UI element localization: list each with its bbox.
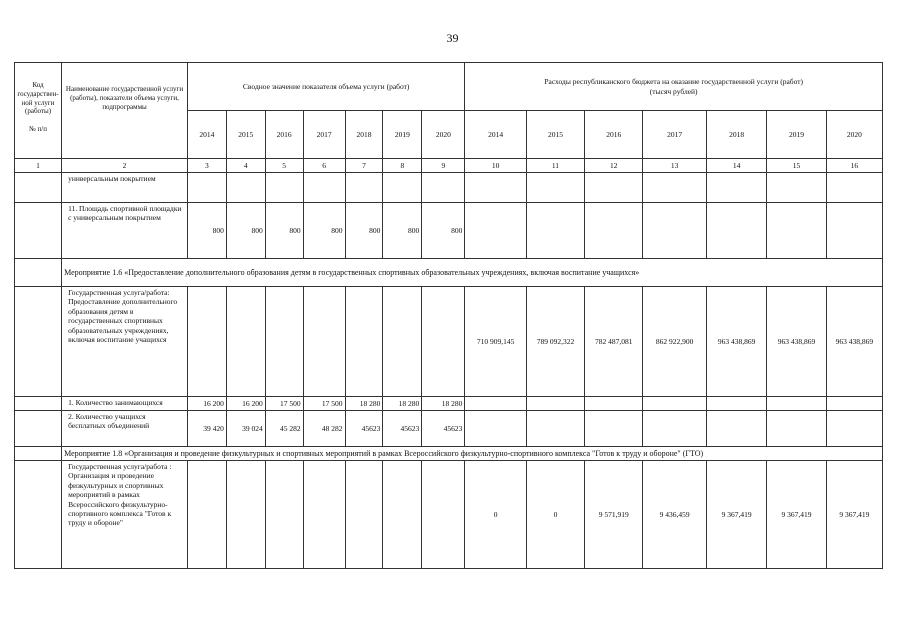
volume-value: 39 024	[226, 411, 265, 447]
code-cell	[15, 411, 62, 447]
table-row	[15, 411, 883, 447]
header-expenses: Расходы республиканского бюджета на оказание государственной услуги (работ) (тысяч рублей)	[465, 63, 883, 111]
column-number: 9	[422, 159, 465, 173]
expense-value	[643, 397, 706, 411]
expense-value: 0	[526, 461, 584, 569]
expense-value	[465, 173, 526, 203]
code-cell	[15, 447, 62, 461]
header-volume: Сводное значение показателя объема услуги (работ)	[187, 63, 464, 111]
year-expenses-2014: 2014	[465, 111, 526, 159]
volume-value	[303, 461, 345, 569]
year-volume-2018: 2018	[345, 111, 383, 159]
expense-value	[767, 411, 826, 447]
volume-value	[383, 461, 422, 569]
table-row	[15, 259, 883, 287]
volume-value: 45623	[383, 411, 422, 447]
expense-value	[585, 397, 643, 411]
row-name: Государственная услуга/работа : Организация и проведение физкультурных и спортивных мероприятий в рамках Всероссийского физкультурно-спортивного комплекса "Готов к труду и обороне"	[62, 461, 188, 569]
code-cell	[15, 203, 62, 259]
volume-value	[226, 461, 265, 569]
code-cell	[15, 173, 62, 203]
volume-value	[187, 287, 226, 397]
expense-value: 963 438,869	[826, 287, 882, 397]
volume-value: 45 282	[265, 411, 303, 447]
volume-value	[345, 287, 383, 397]
budget-table	[14, 62, 883, 569]
code-cell	[15, 259, 62, 287]
year-expenses-2016: 2016	[585, 111, 643, 159]
year-expenses-2017: 2017	[643, 111, 706, 159]
expense-value	[706, 411, 766, 447]
table-row	[15, 287, 883, 397]
volume-value	[303, 173, 345, 203]
column-number: 4	[226, 159, 265, 173]
year-expenses-2020: 2020	[826, 111, 882, 159]
year-expenses-2018: 2018	[706, 111, 766, 159]
expense-value	[526, 203, 584, 259]
volume-value: 45623	[422, 411, 465, 447]
page-number: 39	[446, 31, 459, 45]
column-number: 7	[345, 159, 383, 173]
column-number: 8	[383, 159, 422, 173]
volume-value: 800	[226, 203, 265, 259]
expense-value: 9 571,919	[585, 461, 643, 569]
volume-value: 18 280	[383, 397, 422, 411]
volume-value: 39 420	[187, 411, 226, 447]
table-row	[15, 203, 883, 259]
expense-value: 963 438,869	[706, 287, 766, 397]
expense-value	[465, 203, 526, 259]
volume-value	[422, 287, 465, 397]
volume-value	[265, 461, 303, 569]
year-volume-2020: 2020	[422, 111, 465, 159]
expense-value	[767, 173, 826, 203]
table-row	[15, 447, 883, 461]
volume-value	[303, 287, 345, 397]
header-name: Наименование государственной услуги (работы), показатели объема услуги, подпрограммы	[62, 63, 188, 159]
volume-value	[422, 173, 465, 203]
volume-value: 16 200	[187, 397, 226, 411]
year-volume-2014: 2014	[187, 111, 226, 159]
column-number: 3	[187, 159, 226, 173]
volume-value: 18 280	[422, 397, 465, 411]
code-cell	[15, 287, 62, 397]
expense-value	[767, 203, 826, 259]
expense-value	[465, 411, 526, 447]
expense-value	[465, 397, 526, 411]
code-cell	[15, 461, 62, 569]
row-name: 2. Количество учащихся бесплатных объединений	[62, 411, 188, 447]
expense-value	[526, 411, 584, 447]
expense-value	[826, 397, 882, 411]
section-title: Мероприятие 1.6 «Предоставление дополнительного образования детям в государственных спортивных образовательных учреждениях, включая воспитание учащихся»	[62, 259, 883, 287]
year-expenses-2015: 2015	[526, 111, 584, 159]
column-number: 15	[767, 159, 826, 173]
header-code: Код государствен-ной услуги (работы) № п/п	[15, 63, 62, 159]
expense-value: 710 909,145	[465, 287, 526, 397]
expense-value	[826, 173, 882, 203]
volume-value	[187, 173, 226, 203]
expense-value: 9 367,419	[767, 461, 826, 569]
expense-value	[706, 203, 766, 259]
expense-value: 9 436,459	[643, 461, 706, 569]
volume-value	[383, 173, 422, 203]
row-name: 1. Количество занимающихся	[62, 397, 188, 411]
year-volume-2016: 2016	[265, 111, 303, 159]
column-number: 10	[465, 159, 526, 173]
expense-value	[706, 397, 766, 411]
expense-value	[585, 411, 643, 447]
table-row	[15, 173, 883, 203]
volume-value	[265, 287, 303, 397]
volume-value	[265, 173, 303, 203]
expense-value	[826, 203, 882, 259]
volume-value: 45623	[345, 411, 383, 447]
expense-value	[585, 173, 643, 203]
row-name: Государственная услуга/работа: Предоставление дополнительного образования детям в государственных спортивных образовательных учреждениях, включая воспитание учащихся	[62, 287, 188, 397]
column-number: 6	[303, 159, 345, 173]
column-number: 16	[826, 159, 882, 173]
volume-value	[187, 461, 226, 569]
volume-value: 800	[265, 203, 303, 259]
year-volume-2017: 2017	[303, 111, 345, 159]
expense-value: 862 922,900	[643, 287, 706, 397]
expense-value: 789 092,322	[526, 287, 584, 397]
expense-value: 9 367,419	[826, 461, 882, 569]
expense-value	[643, 411, 706, 447]
volume-value: 800	[187, 203, 226, 259]
row-name: 11. Площадь спортивной площадки с универсальным покрытием	[62, 203, 188, 259]
volume-value	[383, 287, 422, 397]
table-row	[15, 461, 883, 569]
volume-value	[345, 173, 383, 203]
column-number: 13	[643, 159, 706, 173]
year-volume-2015: 2015	[226, 111, 265, 159]
column-number: 12	[585, 159, 643, 173]
expense-value	[526, 397, 584, 411]
volume-value: 16 200	[226, 397, 265, 411]
column-number: 2	[62, 159, 188, 173]
expense-value: 782 487,081	[585, 287, 643, 397]
expense-value	[706, 173, 766, 203]
volume-value: 800	[422, 203, 465, 259]
expense-value: 9 367,419	[706, 461, 766, 569]
expense-value	[643, 203, 706, 259]
volume-value: 800	[345, 203, 383, 259]
expense-value: 0	[465, 461, 526, 569]
expense-value	[526, 173, 584, 203]
column-number: 5	[265, 159, 303, 173]
volume-value: 800	[383, 203, 422, 259]
column-number: 1	[15, 159, 62, 173]
code-cell	[15, 397, 62, 411]
table-row	[15, 397, 883, 411]
expense-value	[643, 173, 706, 203]
year-expenses-2019: 2019	[767, 111, 826, 159]
volume-value: 17 500	[265, 397, 303, 411]
column-number: 11	[526, 159, 584, 173]
volume-value: 800	[303, 203, 345, 259]
expense-value	[767, 397, 826, 411]
section-title: Мероприятие 1.8 «Организация и проведение физкультурных и спортивных мероприятий в рамках Всероссийского физкультурно-спортивного комплекса "Готов к труду и обороне" (ГТО)	[62, 447, 883, 461]
volume-value: 48 282	[303, 411, 345, 447]
row-name: универсальным покрытием	[62, 173, 188, 203]
year-volume-2019: 2019	[383, 111, 422, 159]
volume-value: 17 500	[303, 397, 345, 411]
expense-value: 963 438,869	[767, 287, 826, 397]
expense-value	[826, 411, 882, 447]
column-number: 14	[706, 159, 766, 173]
volume-value	[226, 173, 265, 203]
volume-value	[226, 287, 265, 397]
expense-value	[585, 203, 643, 259]
volume-value	[345, 461, 383, 569]
volume-value	[422, 461, 465, 569]
volume-value: 18 280	[345, 397, 383, 411]
